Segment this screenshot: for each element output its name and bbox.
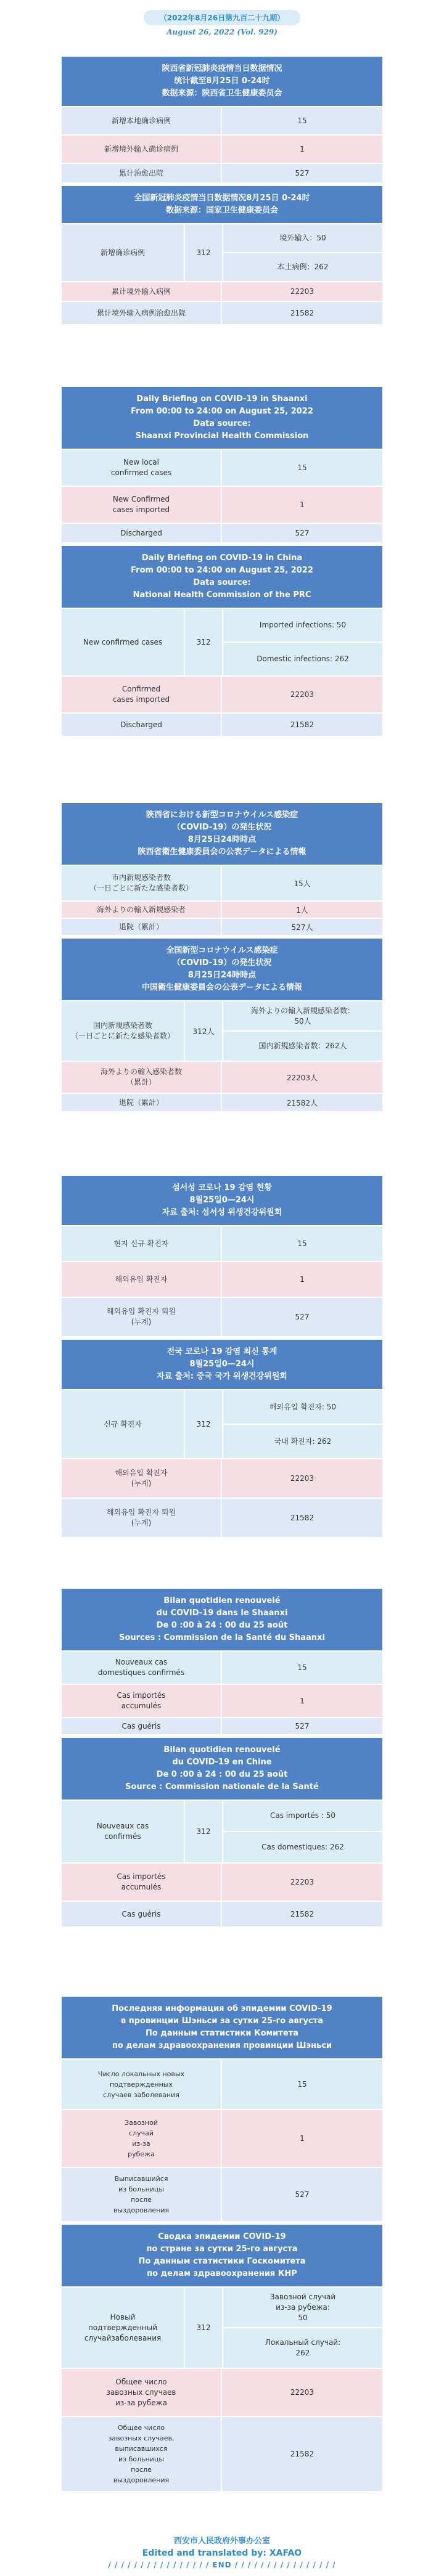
ko-china-header: 전국 코로나 19 감염 최신 통계 8월25일0—24시 자료 출처: 중국 국가 위생건강위원회 [62, 1337, 382, 1390]
table-row: 新增本地确诊病例 15 [62, 107, 382, 136]
table-row: 退院（累計） 527人 [62, 919, 382, 936]
zh-shaanxi-header: 陕西省新冠肺炎疫情当日数据情况 统计截至8月25日 0-24时 数据来源：陕西省卫生健康委员会 [62, 57, 382, 107]
table-row: Nouveaux cas domestiques confirmés 15 [62, 1652, 382, 1685]
footer-end: / / / / / / / / / / / / / / / / END / / / / / / / / / / / / / / / / [108, 2561, 336, 2569]
ja-shaanxi-header: 陝西省における新型コロナウイルス感染症 （COVID-19）の発生状況 8月25日24時時点 陝西省衛生健康委員会の公表データによる情報 [62, 803, 382, 866]
table-row: Завозной случай из-за рубежа 1 [62, 2110, 382, 2168]
table-row: Cas guéris 527 [62, 1718, 382, 1735]
table-row: 累计治愈出院 527 [62, 164, 382, 184]
table-row: Cas importés accumulés 22203 [62, 1864, 382, 1902]
table-row: Общее число завозных случаев, выписавшихся из больницы после выздоровления 21582 [62, 2417, 382, 2492]
section-zh [62, 57, 382, 325]
page-footer [0, 2534, 444, 2569]
table-row: 累计境外输入病例治愈出院 21582 [62, 302, 382, 325]
footer-editor: Edited and translated by: XAFAO [142, 2548, 302, 2558]
table-row: Число локальных новых подтвержденных случаев заболевания 15 [62, 2060, 382, 2110]
section-ru [62, 1997, 382, 2492]
table-row: 해외유입 확진자 퇴원 (누계) 21582 [62, 1499, 382, 1538]
table-row: 해외유입 확진자 1 [62, 1262, 382, 1298]
table-row: Общее число завозных случаев из-за рубежа 22203 [62, 2369, 382, 2417]
table-row: New confirmed cases 312 Imported infections: 50 Domestic infections: 262 [62, 609, 382, 677]
table-row: 해외유입 확진자 퇴원 (누계) 527 [62, 1298, 382, 1337]
table-row: Выписавшийся из больницы после выздоровления 527 [62, 2168, 382, 2222]
table-row: 新增境外输入确诊病例 1 [62, 136, 382, 164]
table-row: Новый подтвержденный случайзаболевания 312 Завозной случай из-за рубежа: 50 Локальный случай: 262 [62, 2288, 382, 2369]
table-row: New local confirmed cases 15 [62, 450, 382, 487]
table-row: 累计境外输入病例 22203 [62, 282, 382, 302]
table-row: 海外よりの輸入新規感染者 1人 [62, 902, 382, 919]
table-row: Discharged 21582 [62, 714, 382, 737]
section-ko [62, 1176, 382, 1538]
table-row: 현지 신규 확진자 15 [62, 1226, 382, 1262]
page-header [0, 0, 444, 49]
table-row: New Confirmed cases imported 1 [62, 487, 382, 524]
issue-title: （2022年8月26日第九百二十九期） [144, 10, 300, 25]
ru-china-header: Сводка эпидемии COVID-19 по стране за сутки 25-го августа По данным статистики Госкомитета по делам здравоохранения КНР [62, 2222, 382, 2288]
section-fr [62, 1589, 382, 1928]
ko-shaanxi-header: 섬서성 코로나 19 감염 현황 8월25일0—24시 자료 출처: 섬서성 위생건강위원회 [62, 1176, 382, 1226]
footer-org: 西安市人民政府外事办公室 [173, 2537, 270, 2546]
table-row: Cas guéris 21582 [62, 1902, 382, 1928]
ru-shaanxi-header: Последняя информация об эпидемии COVID-19 в провинции Шэньси за сутки 25-го августа По данным статистики Комитета по делам здравоохранения провинции Шэньси [62, 1997, 382, 2060]
table-row: 해외유입 확진자 (누계) 22203 [62, 1459, 382, 1499]
table-row: 退院（累計） 21582人 [62, 1094, 382, 1112]
fr-shaanxi-header: Bilan quotidien renouvelé du COVID-19 dans le Shaanxi De 0 :00 à 24 : 00 du 25 août Sources : Commission de la Santé du Shaanxi [62, 1589, 382, 1652]
table-row: 신규 확진자 312 해외유입 확진자: 50 국내 확진자: 262 [62, 1390, 382, 1459]
issue-date: August 26, 2022 (Vol. 929) [166, 28, 278, 36]
table-row: 海外よりの輸入感染者数 （累計） 22203人 [62, 1062, 382, 1094]
table-row: 国内新規感染者数 （一日ごとに新たな感染者数） 312人 海外よりの輸入新規感染者数： 50人 国内新規感染者数：262人 [62, 1001, 382, 1062]
table-row: Confirmed cases imported 22203 [62, 677, 382, 714]
en-shaanxi-header: Daily Briefing on COVID-19 in Shaanxi From 00:00 to 24:00 on August 25, 2022 Data source: Shaanxi Provincial Health Commission [62, 387, 382, 450]
en-china-header: Daily Briefing on COVID-19 in China From 00:00 to 24:00 on August 25, 2022 Data source: National Health Commission of the PRC [62, 544, 382, 609]
ja-china-header: 全国新型コロナウイルス感染症 （COVID-19）の発生状況 8月25日24時時点 中国衛生健康委員会の公表データによる情報 [62, 936, 382, 1001]
fr-china-header: Bilan quotidien renouvelé du COVID-19 en Chine De 0 :00 à 24 : 00 du 25 août Source : Commission nationale de la Santé [62, 1735, 382, 1801]
section-en [62, 387, 382, 737]
table-row: Cas importés accumulés 1 [62, 1685, 382, 1718]
table-row: 市内新規感染者数 （一日ごとに新たな感染者数） 15人 [62, 866, 382, 902]
table-row: Discharged 527 [62, 524, 382, 544]
zh-china-header: 全国新冠肺炎疫情当日数据情况8月25日 0-24时 数据来源：国家卫生健康委员会 [62, 184, 382, 224]
table-row: 新增确诊病例 312 境外输入：50 本土病例：262 [62, 224, 382, 282]
section-ja [62, 803, 382, 1112]
table-row: Nouveaux cas confirmés 312 Cas importés : 50 Cas domestiques: 262 [62, 1801, 382, 1864]
